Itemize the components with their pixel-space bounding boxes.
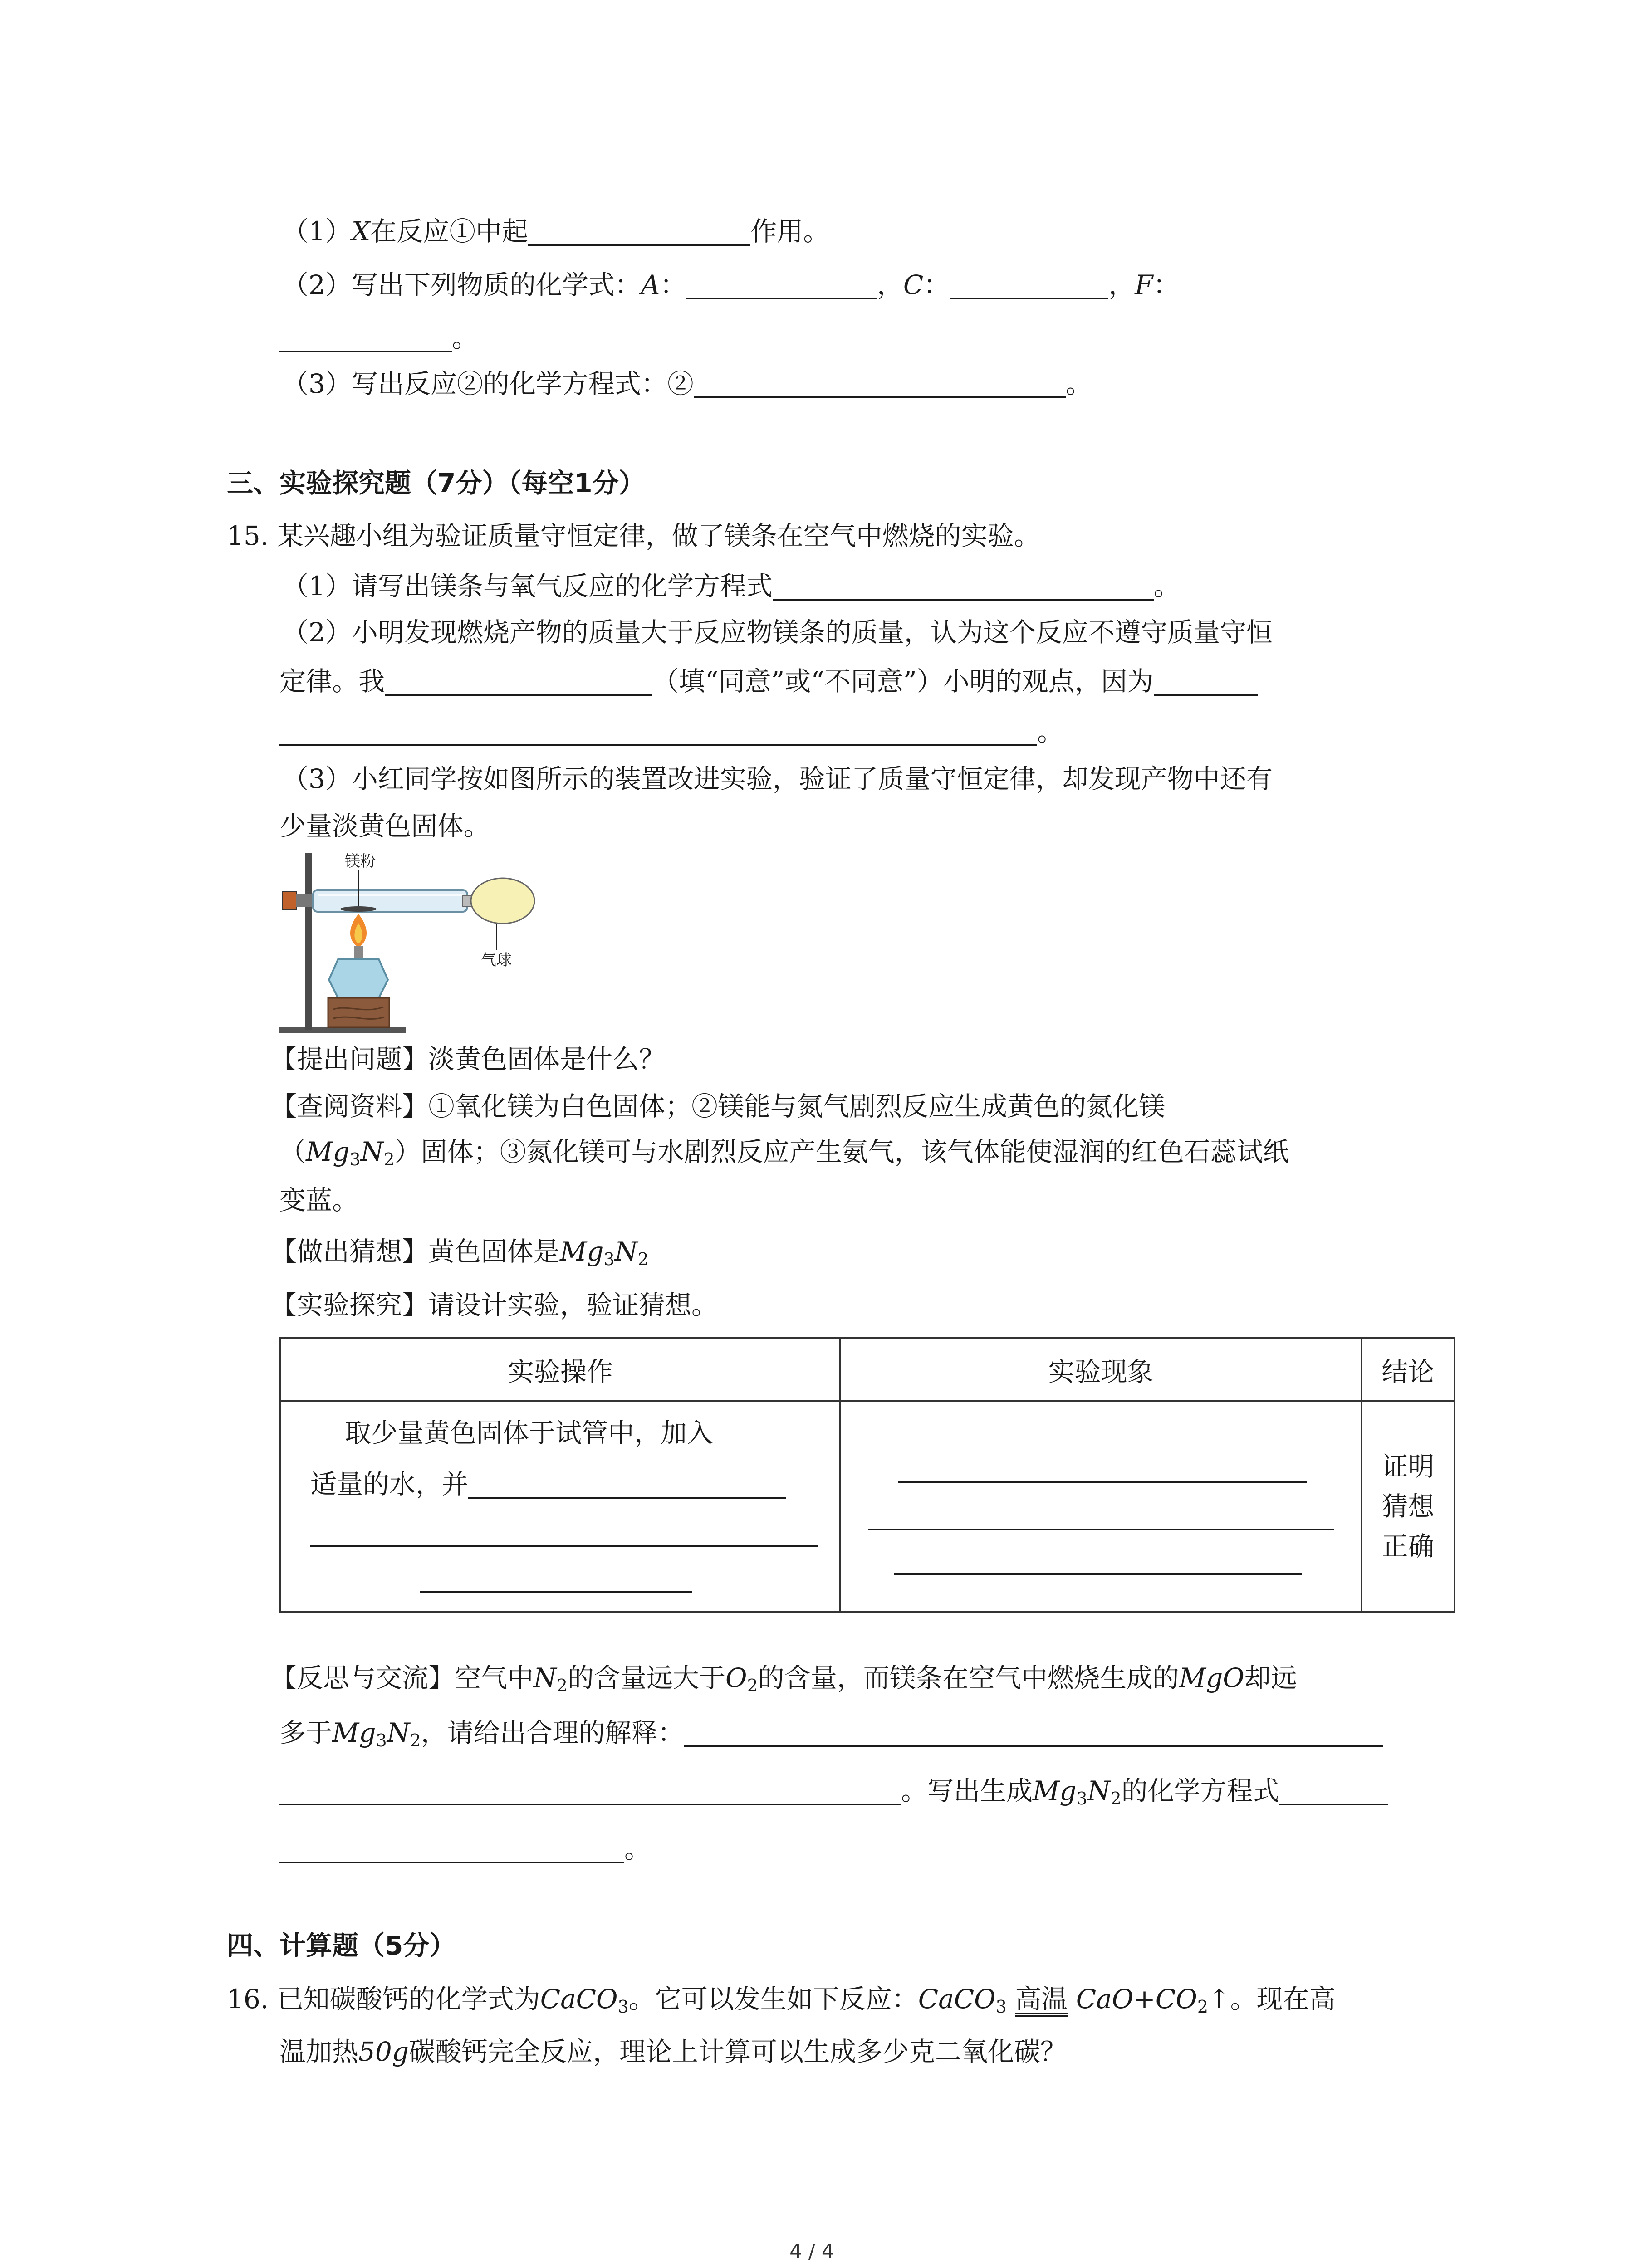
q15-stem: 15. 某兴趣小组为验证质量守恒定律，做了镁条在空气中燃烧的实验。 bbox=[227, 520, 1040, 551]
header-operation: 实验操作 bbox=[280, 1338, 840, 1401]
q14-part2-cont: 。 bbox=[279, 324, 478, 352]
stand-rod bbox=[305, 853, 312, 1030]
reflect-blank-2[interactable] bbox=[279, 1777, 901, 1805]
phenomenon-blank-1[interactable] bbox=[898, 1481, 1307, 1483]
op-line2: 适量的水，并 bbox=[310, 1471, 786, 1499]
q15-part2-line3: 。 bbox=[279, 718, 1063, 746]
clamp-handle bbox=[283, 891, 296, 909]
q14-part2: （2）写出下列物质的化学式：A： ，C： ，F： bbox=[282, 269, 1180, 300]
section3-title: 三、实验探究题（7分）（每空1分） bbox=[227, 468, 645, 499]
label-magnesium: 镁粉 bbox=[345, 852, 376, 870]
q15-guess: 【做出猜想】黄色固体是$Mg_3N_2$ bbox=[270, 1236, 649, 1269]
table-row bbox=[280, 1401, 1455, 1612]
experiment-table bbox=[279, 1337, 1455, 1613]
reflect-blank-3[interactable] bbox=[1279, 1777, 1388, 1805]
q15-blank-reason[interactable] bbox=[1154, 668, 1258, 696]
formula-mg3n2: $Mg_3N_2$ bbox=[306, 1136, 395, 1169]
table-header-row bbox=[280, 1338, 1455, 1401]
q15-blank-agree[interactable] bbox=[385, 668, 652, 696]
q15-blank-equation[interactable] bbox=[773, 572, 1154, 601]
q15-part1: （1）请写出镁条与氧气反应的化学方程式 。 bbox=[282, 571, 1180, 601]
header-conclusion: 结论 bbox=[1362, 1338, 1455, 1401]
q15-blank-reason-cont[interactable] bbox=[279, 718, 1037, 746]
reaction-condition: 高温 bbox=[1015, 1986, 1068, 2017]
q15-ref-line3: 变蓝。 bbox=[279, 1185, 359, 1216]
op-blank-1[interactable] bbox=[468, 1471, 786, 1499]
op-blank-3[interactable] bbox=[420, 1591, 692, 1593]
magnesium-powder bbox=[340, 906, 377, 912]
phenomenon-blank-3[interactable] bbox=[894, 1573, 1302, 1575]
page-number: 4 / 4 bbox=[789, 2240, 834, 2263]
op-blank-2[interactable] bbox=[310, 1545, 818, 1547]
q14-blank-a[interactable] bbox=[686, 271, 877, 299]
q15-reflect-line3: 。写出生成$Mg_3N_2$的化学方程式 bbox=[279, 1777, 1388, 1807]
q15-part3-line2: 少量淡黄色固体。 bbox=[279, 811, 490, 841]
op-line1: 取少量黄色固体于试管中，加入 bbox=[345, 1418, 714, 1448]
q15-part2-line1: （2）小明发现燃烧产物的质量大于反应物镁条的质量，认为这个反应不遵守质量守恒 bbox=[282, 617, 1273, 648]
glass-tube bbox=[313, 890, 467, 912]
reflect-blank-4[interactable] bbox=[279, 1835, 624, 1863]
q16-line1: 16. 已知碳酸钙的化学式为CaCO$_3$。它可以发生如下反应：CaCO$_3$ 高温 $CaO+CO_2↑$。现在高 bbox=[227, 1984, 1336, 2017]
q15-question: 【提出问题】淡黄色固体是什么？ bbox=[270, 1044, 666, 1075]
q16-line2: 温加热50g碳酸钙完全反应，理论上计算可以生成多少克二氧化碳？ bbox=[279, 2036, 1067, 2067]
q14-blank-equation[interactable] bbox=[694, 370, 1066, 398]
q14-part1: （1）X在反应①中起 作用。 bbox=[282, 216, 830, 247]
q15-reflect-line1: 【反思与交流】空气中$N_2$的含量远大于$O_2$的含量，而镁条在空气中燃烧生成的MgO却远 bbox=[270, 1662, 1297, 1696]
phenomenon-blank-2[interactable] bbox=[868, 1529, 1334, 1530]
wood-block bbox=[328, 998, 389, 1027]
cell-phenomenon bbox=[840, 1401, 1362, 1612]
label-balloon: 气球 bbox=[481, 951, 512, 969]
reflect-blank-1[interactable] bbox=[684, 1719, 1383, 1747]
q15-explore: 【实验探究】请设计实验，验证猜想。 bbox=[270, 1290, 718, 1320]
formula-mg3n2: $Mg_3N_2$ bbox=[560, 1236, 649, 1269]
apparatus-figure bbox=[279, 848, 551, 1039]
q15-part2-line2: 定律。我 （填“同意”或“不同意”）小明的观点，因为 bbox=[279, 668, 1258, 696]
balloon bbox=[471, 878, 534, 924]
cell-operation bbox=[280, 1401, 840, 1612]
q14-part3: （3）写出反应②的化学方程式：② 。 bbox=[282, 368, 1092, 399]
q15-ref-line1: 【查阅资料】①氧化镁为白色固体；②镁能与氮气剧烈反应生成黄色的氮化镁 bbox=[270, 1091, 1166, 1122]
q15-ref-line2: $(Mg_3N_2)$固体；③氮化镁可与水剧烈反应产生氨气，该气体能使湿润的红色石蕊试纸 bbox=[279, 1136, 1289, 1169]
q15-reflect-line4: 。 bbox=[279, 1835, 651, 1863]
q14-blank-f[interactable] bbox=[279, 324, 452, 352]
q15-reflect-line2: 多于$Mg_3N_2$，请给出合理的解释： bbox=[279, 1719, 1383, 1749]
q14-blank-role[interactable] bbox=[528, 218, 750, 246]
section4-title: 四、计算题（5分） bbox=[227, 1930, 456, 1961]
q15-part3-line1: （3）小红同学按如图所示的装置改进实验，验证了质量守恒定律，却发现产物中还有 bbox=[282, 763, 1273, 794]
q14-blank-c[interactable] bbox=[950, 271, 1108, 299]
header-phenomenon: 实验现象 bbox=[840, 1338, 1362, 1401]
stand-base bbox=[279, 1027, 406, 1033]
alcohol-lamp bbox=[329, 959, 388, 998]
cell-conclusion: 证明 猜想 正确 bbox=[1362, 1401, 1455, 1612]
